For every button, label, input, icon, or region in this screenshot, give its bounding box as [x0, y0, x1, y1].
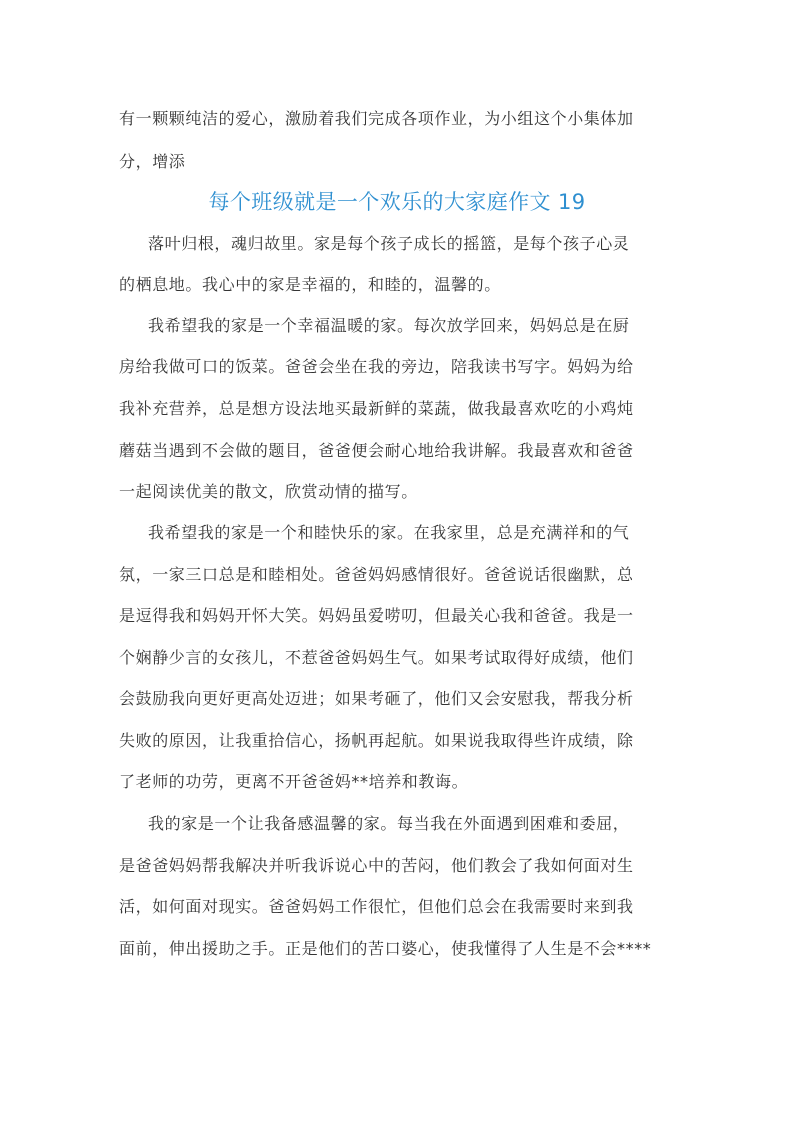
- paragraph-3-line: 会鼓励我向更好更高处迈进；如果考砸了，他们又会安慰我，帮我分析: [119, 689, 634, 708]
- paragraph-2-line: 蘑菇当遇到不会做的题目，爸爸便会耐心地给我讲解。我最喜欢和爸爸: [119, 441, 634, 460]
- paragraph-3-line: 是逗得我和妈妈开怀大笑。妈妈虽爱唠叨，但最关心我和爸爸。我是一: [119, 606, 634, 625]
- paragraph-3-line: 失败的原因，让我重拾信心，扬帆再起航。如果说我取得些许成绩，除: [119, 731, 634, 750]
- paragraph-1-line: 落叶归根，魂归故里。家是每个孩子成长的摇篮，是每个孩子心灵: [148, 234, 630, 253]
- paragraph-2-line: 一起阅读优美的散文，欣赏动情的描写。: [119, 482, 418, 501]
- paragraph-2-line: 我补充营养，总是想方设法地买最新鲜的菜蔬，做我最喜欢吃的小鸡炖: [119, 399, 634, 418]
- paragraph-2-line: 我希望我的家是一个幸福温暖的家。每次放学回来，妈妈总是在厨: [148, 316, 630, 335]
- paragraph-4-line: 活，如何面对现实。爸爸妈妈工作很忙，但他们总会在我需要时来到我: [119, 897, 634, 916]
- paragraph-4-line: 面前，伸出援助之手。正是他们的苦口婆心，使我懂得了人生是不会****: [119, 939, 652, 958]
- paragraph-1-line: 的栖息地。我心中的家是幸福的，和睦的，温馨的。: [119, 275, 501, 294]
- paragraph-4-line: 是爸爸妈妈帮我解决并听我诉说心中的苦闷，他们教会了我如何面对生: [119, 856, 634, 875]
- paragraph-3-line: 氛，一家三口总是和睦相处。爸爸妈妈感情很好。爸爸说话很幽默，总: [119, 565, 634, 584]
- intro-line: 有一颗颗纯洁的爱心，激励着我们完成各项作业，为小组这个小集体加: [119, 109, 634, 128]
- paragraph-3-line: 个娴静少言的女孩儿，不惹爸爸妈妈生气。如果考试取得好成绩，他们: [119, 648, 634, 667]
- intro-line: 分，增添: [119, 152, 186, 171]
- paragraph-3-line: 了老师的功劳，更离不开爸爸妈**培养和教诲。: [119, 772, 469, 791]
- paragraph-2-line: 房给我做可口的饭菜。爸爸会坐在我的旁边，陪我读书写字。妈妈为给: [119, 357, 634, 376]
- paragraph-4-line: 我的家是一个让我备感温馨的家。每当我在外面遇到困难和委屈，: [148, 814, 630, 833]
- essay-title: 每个班级就是一个欢乐的大家庭作文 19: [208, 190, 586, 214]
- paragraph-3-line: 我希望我的家是一个和睦快乐的家。在我家里，总是充满祥和的气: [148, 523, 630, 542]
